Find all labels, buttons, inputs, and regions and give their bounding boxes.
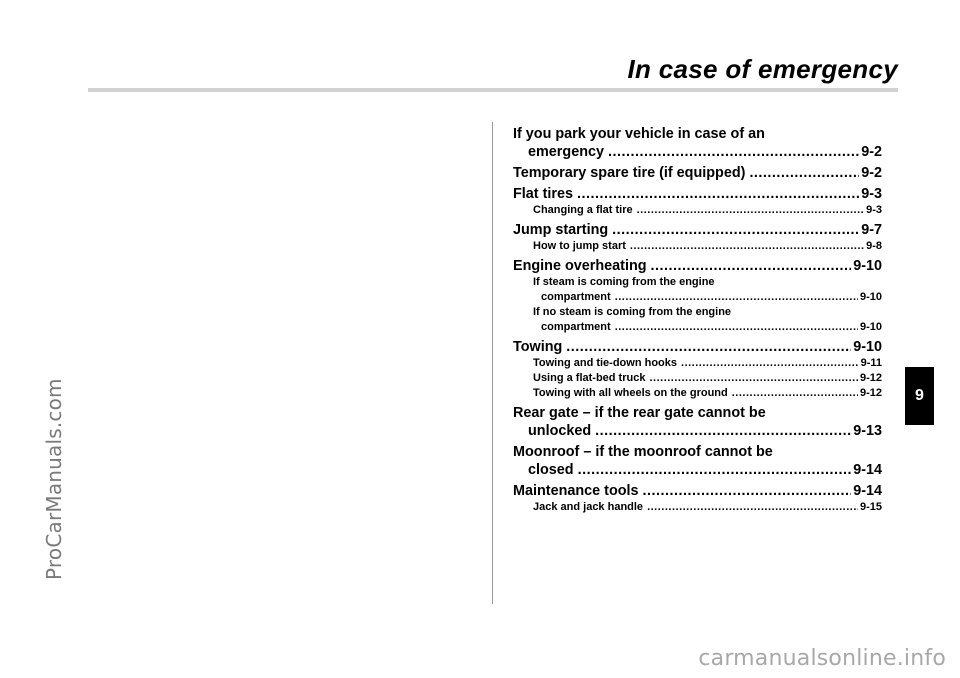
toc-entry[interactable] xyxy=(513,404,897,440)
toc-page-number: 9-15 xyxy=(859,501,882,513)
toc-entry-title-line: Rear gate – if the rear gate cannot be xyxy=(513,405,766,421)
toc-page-number: 9-10 xyxy=(853,339,882,355)
toc-entry-title: Engine overheating xyxy=(513,258,647,274)
toc-page-number: 9-2 xyxy=(861,165,882,181)
toc-entry-title: Temporary spare tire (if equipped) xyxy=(513,165,746,181)
dot-leader xyxy=(749,164,859,182)
toc-page-number: 9-3 xyxy=(861,186,882,202)
toc-entry-title: Towing xyxy=(513,339,563,355)
dot-leader xyxy=(637,203,864,218)
toc-entry-title: Jump starting xyxy=(513,222,609,238)
toc-page-number: 9-12 xyxy=(859,372,882,384)
watermark-carmanualsonline: carmanualsonline.info xyxy=(698,646,946,671)
dot-leader xyxy=(732,386,858,401)
toc-page-number: 9-13 xyxy=(853,423,882,439)
toc-page-number: 9-10 xyxy=(853,258,882,274)
table-of-contents xyxy=(513,122,897,515)
toc-entry-title: closed xyxy=(528,462,574,478)
toc-entry[interactable] xyxy=(513,221,897,239)
toc-entry-title: Towing and tie-down hooks xyxy=(533,357,678,369)
toc-page-number: 9-8 xyxy=(866,240,882,252)
toc-entry[interactable] xyxy=(513,482,897,500)
toc-entry-title: emergency xyxy=(528,144,604,160)
dot-leader xyxy=(612,221,859,239)
dot-leader xyxy=(578,461,852,479)
toc-entry-title-line: If steam is coming from the engine xyxy=(533,276,715,288)
dot-leader xyxy=(630,239,864,254)
dot-leader xyxy=(647,500,858,515)
toc-entry[interactable] xyxy=(513,443,897,479)
toc-entry[interactable] xyxy=(513,257,897,275)
toc-entry-title-line: If no steam is coming from the engine xyxy=(533,306,732,318)
dot-leader xyxy=(615,320,858,335)
dot-leader xyxy=(643,482,852,500)
toc-entry-title: unlocked xyxy=(528,423,592,439)
toc-subentry[interactable] xyxy=(513,275,897,305)
dot-leader xyxy=(577,185,859,203)
toc-entry-title: compartment xyxy=(541,321,611,333)
dot-leader xyxy=(608,143,859,161)
toc-page-number: 9-10 xyxy=(859,321,882,333)
toc-page-number: 9-12 xyxy=(859,387,882,399)
toc-subentry[interactable] xyxy=(513,305,897,335)
toc-page-number: 9-3 xyxy=(866,204,882,216)
toc-page-number: 9-7 xyxy=(861,222,882,238)
column-divider xyxy=(492,122,493,604)
toc-entry-title: How to jump start xyxy=(533,240,626,252)
toc-subentry[interactable] xyxy=(513,386,897,401)
toc-entry-title: Jack and jack handle xyxy=(533,501,644,513)
toc-page-number: 9-14 xyxy=(853,483,882,499)
toc-page-number: 9-14 xyxy=(853,462,882,478)
toc-page-number: 9-2 xyxy=(861,144,882,160)
toc-subentry[interactable] xyxy=(513,371,897,386)
toc-entry-title: Maintenance tools xyxy=(513,483,639,499)
chapter-tab[interactable]: 9 xyxy=(905,367,934,425)
toc-entry-title: Flat tires xyxy=(513,186,573,202)
toc-entry-title: compartment xyxy=(541,291,611,303)
toc-subentry[interactable] xyxy=(513,500,897,515)
dot-leader xyxy=(566,338,851,356)
toc-entry[interactable] xyxy=(513,185,897,203)
toc-subentry[interactable] xyxy=(513,239,897,254)
header-rule xyxy=(88,88,898,92)
toc-entry-title-line: Moonroof – if the moonroof cannot be xyxy=(513,444,773,460)
toc-entry[interactable] xyxy=(513,125,897,161)
dot-leader xyxy=(595,422,851,440)
toc-entry-title-line: If you park your vehicle in case of an xyxy=(513,126,765,142)
watermark-procarmanuals: ProCarManuals.com xyxy=(42,378,66,580)
toc-entry[interactable] xyxy=(513,164,897,182)
dot-leader xyxy=(615,290,858,305)
toc-entry-title: Changing a flat tire xyxy=(533,204,633,216)
toc-page-number: 9-10 xyxy=(859,291,882,303)
dot-leader xyxy=(649,371,858,386)
toc-subentry[interactable] xyxy=(513,356,897,371)
dot-leader xyxy=(651,257,852,275)
toc-entry-title: Using a flat-bed truck xyxy=(533,372,646,384)
section-title: In case of emergency xyxy=(627,54,898,84)
toc-page-number: 9-11 xyxy=(860,357,882,369)
toc-entry[interactable] xyxy=(513,338,897,356)
toc-entry-title: Towing with all wheels on the ground xyxy=(533,387,728,399)
dot-leader xyxy=(681,356,859,371)
toc-subentry[interactable] xyxy=(513,203,897,218)
